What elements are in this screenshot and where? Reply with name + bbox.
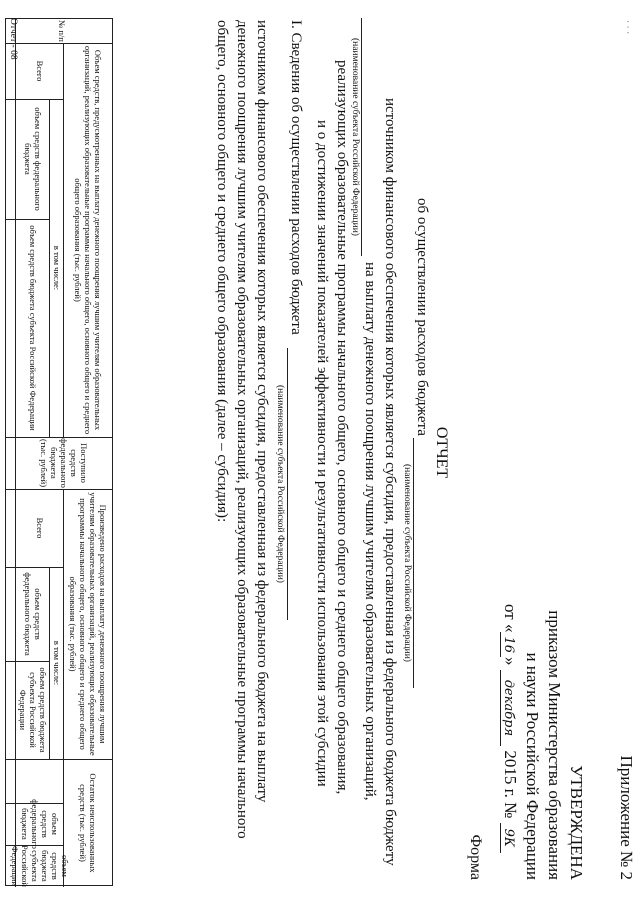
- title-caption-1: (наименование субъекта Российской Федерации): [402, 464, 412, 662]
- section-1-line-2: источником финансового обеспечения которых является субсидия, предоставленная из федерального бюджета на выплату: [254, 20, 270, 803]
- date-day: 16: [500, 632, 516, 657]
- section-1-blank: [287, 348, 288, 620]
- report-title: ОТЧЕТ: [433, 426, 450, 479]
- scan-marks: · · ·: [622, 20, 632, 35]
- date-month: декабря: [500, 670, 516, 746]
- order-line-2: и науки Российской Федерации: [523, 652, 542, 880]
- title-line-2: источником финансового обеспечения которых является субсидия, предоставленная из федерального бюджета бюджету: [382, 98, 398, 866]
- title-caption-2: (наименование субъекта Российской Федерации): [350, 38, 360, 236]
- spent-group-header: Произведено расходов на выплату денежного поощрения лучшим учителям образовательных организаций, реализующих образовательные программы начального общего, основного общего и среднего общего образования (тыс. рублей): [68, 492, 108, 756]
- col-number-header: № п/п: [57, 20, 67, 42]
- date-mid: »: [501, 657, 520, 666]
- title-blank-1: [413, 438, 414, 688]
- spent-total-header: Всего: [35, 517, 45, 539]
- title-line-2b: на выплату денежного поощрения лучшим учителям образовательных организаций,: [362, 262, 378, 801]
- remainder-fed-header: объем средств федерального бюджета: [20, 799, 60, 849]
- planned-including-header: в том числе:: [52, 245, 62, 291]
- section-1-caption: (наименование субъекта Российской Федерации): [275, 385, 285, 583]
- remainder-reg-header: объем средств бюджета субъекта Российской Федерации: [10, 845, 70, 887]
- order-number: 9К: [500, 823, 516, 853]
- remainder-header: Остаток неиспользованных средств (тыс. рублей): [78, 773, 98, 873]
- subsidy-table: [5, 18, 113, 886]
- spent-fed-header: объем средств федерального бюджета: [23, 572, 43, 656]
- planned-group-header: Объем средств, предусмотренных на выплату денежного поощрения лучшим учителям образовательных организаций, реализующих образовательные программы начального общего, основного общего и среднего общего образования (тыс. рублей): [73, 45, 103, 435]
- received-header: Поступило средств федерального бюджета (тыс. рублей): [39, 438, 89, 488]
- appendix-label: Приложение № 2: [617, 755, 636, 880]
- spent-reg-header: объем средств бюджета субъекта Российской Федерации: [18, 667, 48, 753]
- order-line-1: приказом Министерства образования: [545, 610, 564, 880]
- date-prefix: от «: [501, 604, 520, 633]
- title-line-3: реализующих образовательные программы начального общего, основного общего и среднего общего образования,: [334, 60, 350, 795]
- order-date-line: [500, 604, 520, 853]
- planned-total-header: Всего: [35, 60, 45, 82]
- form-code: Отчет - 08: [8, 18, 18, 60]
- date-year: 2015 г. №: [501, 750, 520, 819]
- spent-including-header: в том числе:: [52, 640, 62, 686]
- title-line-4: и о достижении значений показателей эффективности и результативности использования этой субсидии: [314, 120, 330, 787]
- section-1-line-4: общего, основного общего и среднего общего образования (далее – субсидия):: [214, 20, 230, 523]
- section-1-line-3: денежного поощрения лучшим учителям образовательных организаций, реализующих образовательные программы начального: [234, 20, 250, 839]
- form-label: Форма: [467, 834, 484, 880]
- title-line-1: об осуществлении расходов бюджета: [414, 198, 430, 436]
- planned-reg-header: объем средств бюджета субъекта Российской Федерации: [28, 225, 38, 431]
- section-1-line-1: I. Сведения об осуществлении расходов бюджета: [288, 20, 304, 335]
- approved-label: УТВЕРЖДЕНА: [567, 765, 586, 880]
- planned-fed-header: объем средств федерального бюджета: [23, 107, 43, 211]
- title-blank-2: [361, 18, 362, 256]
